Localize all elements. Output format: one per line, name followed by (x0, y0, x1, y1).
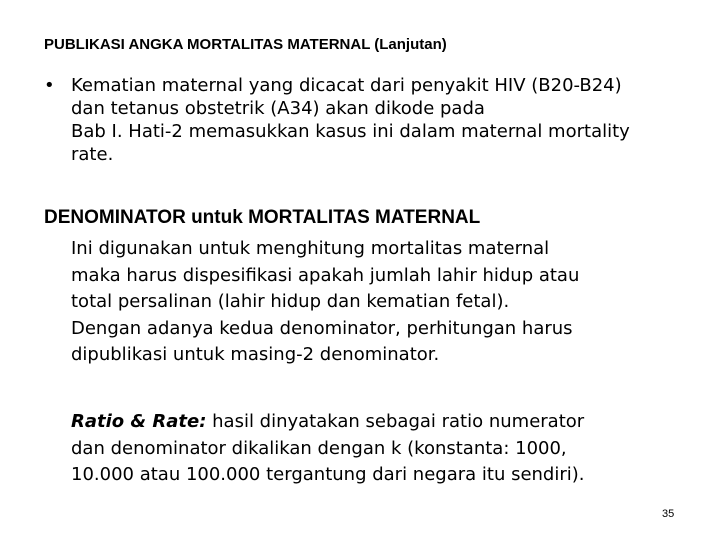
ratio-term: Ratio & Rate: (71, 411, 207, 432)
bullet-line: Kematian maternal yang dicacat dari penyakit HIV (B20-B24) (71, 75, 622, 96)
denominator-paragraph (71, 236, 579, 369)
page-number: 35 (662, 508, 675, 520)
bullet-line: dan tetanus obstetrik (A34) akan dikode pada (71, 98, 485, 119)
paragraph-line: dipublikasi untuk masing-2 denominator. (71, 344, 440, 365)
ratio-first-line-rest: hasil dinyatakan sebagai ratio numerator (206, 411, 585, 432)
ratio-paragraph (71, 409, 585, 489)
paragraph-line: total persalinan (lahir hidup dan kematian fetal). (71, 291, 510, 312)
paragraph-line (71, 409, 585, 436)
bullet-text (71, 74, 704, 166)
bullet-marker: • (44, 75, 55, 96)
paragraph-line: Dengan adanya kedua denominator, perhitungan harus (71, 317, 573, 339)
bullet-item (44, 74, 704, 166)
paragraph-line: Ini digunakan untuk menghitung mortalitas maternal (71, 238, 550, 259)
paragraph-line: 10.000 atau 100.000 tergantung dari negara itu sendiri). (71, 464, 585, 485)
slide-title: PUBLIKASI ANGKA MORTALITAS MATERNAL (Lanjutan) (44, 36, 447, 53)
denominator-heading: DENOMINATOR untuk MORTALITAS MATERNAL (44, 207, 481, 228)
paragraph-line: dan denominator dikalikan dengan k (konstanta: 1000, (71, 437, 567, 459)
bullet-line: Bab I. Hati-2 memasukkan kasus ini dalam maternal mortality (71, 121, 630, 142)
bullet-line: rate. (71, 144, 114, 165)
paragraph-line: maka harus dispesifikasi apakah jumlah lahir hidup atau (71, 264, 580, 286)
